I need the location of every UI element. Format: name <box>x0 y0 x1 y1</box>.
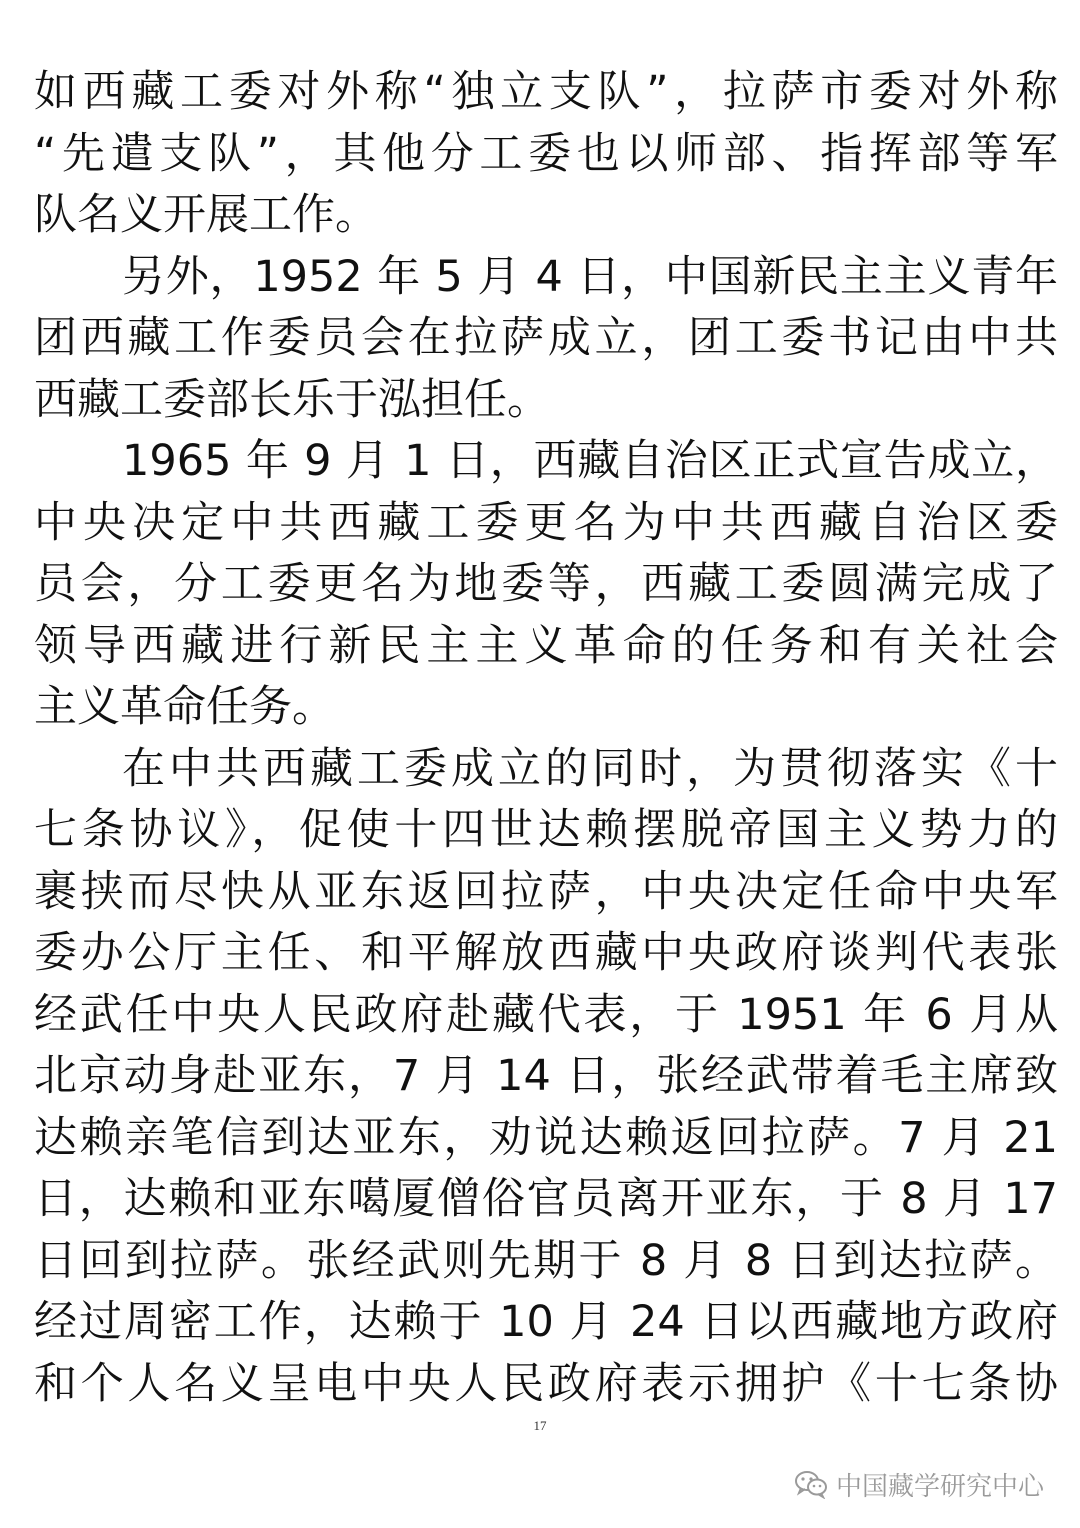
text-line: 日，达赖和亚东噶厦僧俗官员离开亚东，于 8 月 17 <box>34 1174 1058 1224</box>
text-line: 和个人名义呈电中央人民政府表示拥护《十七条协 <box>34 1358 1058 1409</box>
text-line: 经过周密工作，达赖于 10 月 24 日以西藏地方政府 <box>34 1297 1058 1347</box>
text-line: 员会，分工委更名为地委等，西藏工委圆满完成了 <box>34 559 1058 609</box>
text-line: 经武任中央人民政府赴藏代表，于 1951 年 6 月从 <box>34 989 1058 1040</box>
watermark-text: 中国藏学研究中心 <box>835 1471 1044 1502</box>
text-line: 领导西藏进行新民主主义革命的任务和有关社会 <box>34 620 1058 671</box>
text-line: 团西藏工作委员会在拉萨成立，团工委书记由中共 <box>34 313 1058 363</box>
text-line: 裹挟而尽快从亚东返回拉萨，中央决定任命中央军 <box>34 866 1058 917</box>
text-line: 如西藏工委对外称“独立支队”，拉萨市委对外称 <box>34 67 1058 117</box>
text-line: 委办公厅主任、和平解放西藏中央政府谈判代表张 <box>34 928 1058 978</box>
text-line: 七条协议》，促使十四世达赖摆脱帝国主义势力的 <box>34 805 1058 855</box>
page-number: 17 <box>533 1418 547 1433</box>
text-line: 北京动身赴亚东，7 月 14 日，张经武带着毛主席致 <box>34 1051 1058 1101</box>
wechat-icon <box>794 1469 828 1499</box>
text-line: 1965 年 9 月 1 日，西藏自治区正式宣告成立， <box>122 436 1058 486</box>
text-line: 另外，1952 年 5 月 4 日，中国新民主主义青年 <box>122 251 1058 302</box>
text-line: 主义革命任务。 <box>34 682 335 732</box>
text-line: 西藏工委部长乐于泓担任。 <box>34 374 550 425</box>
text-line: 在中共西藏工委成立的同时，为贯彻落实《十 <box>122 743 1058 794</box>
body-text <box>34 62 1058 1415</box>
text-line: 达赖亲笔信到达亚东，劝说达赖返回拉萨。7 月 21 <box>34 1112 1058 1163</box>
text-line: “先遣支队”，其他分工委也以师部、指挥部等军 <box>34 128 1058 179</box>
watermark <box>794 1462 1044 1506</box>
text-line: 队名义开展工作。 <box>34 190 378 240</box>
text-line: 日回到拉萨。张经武则先期于 8 月 8 日到达拉萨。 <box>34 1235 1058 1286</box>
text-line: 中央决定中共西藏工委更名为中共西藏自治区委 <box>34 497 1058 548</box>
